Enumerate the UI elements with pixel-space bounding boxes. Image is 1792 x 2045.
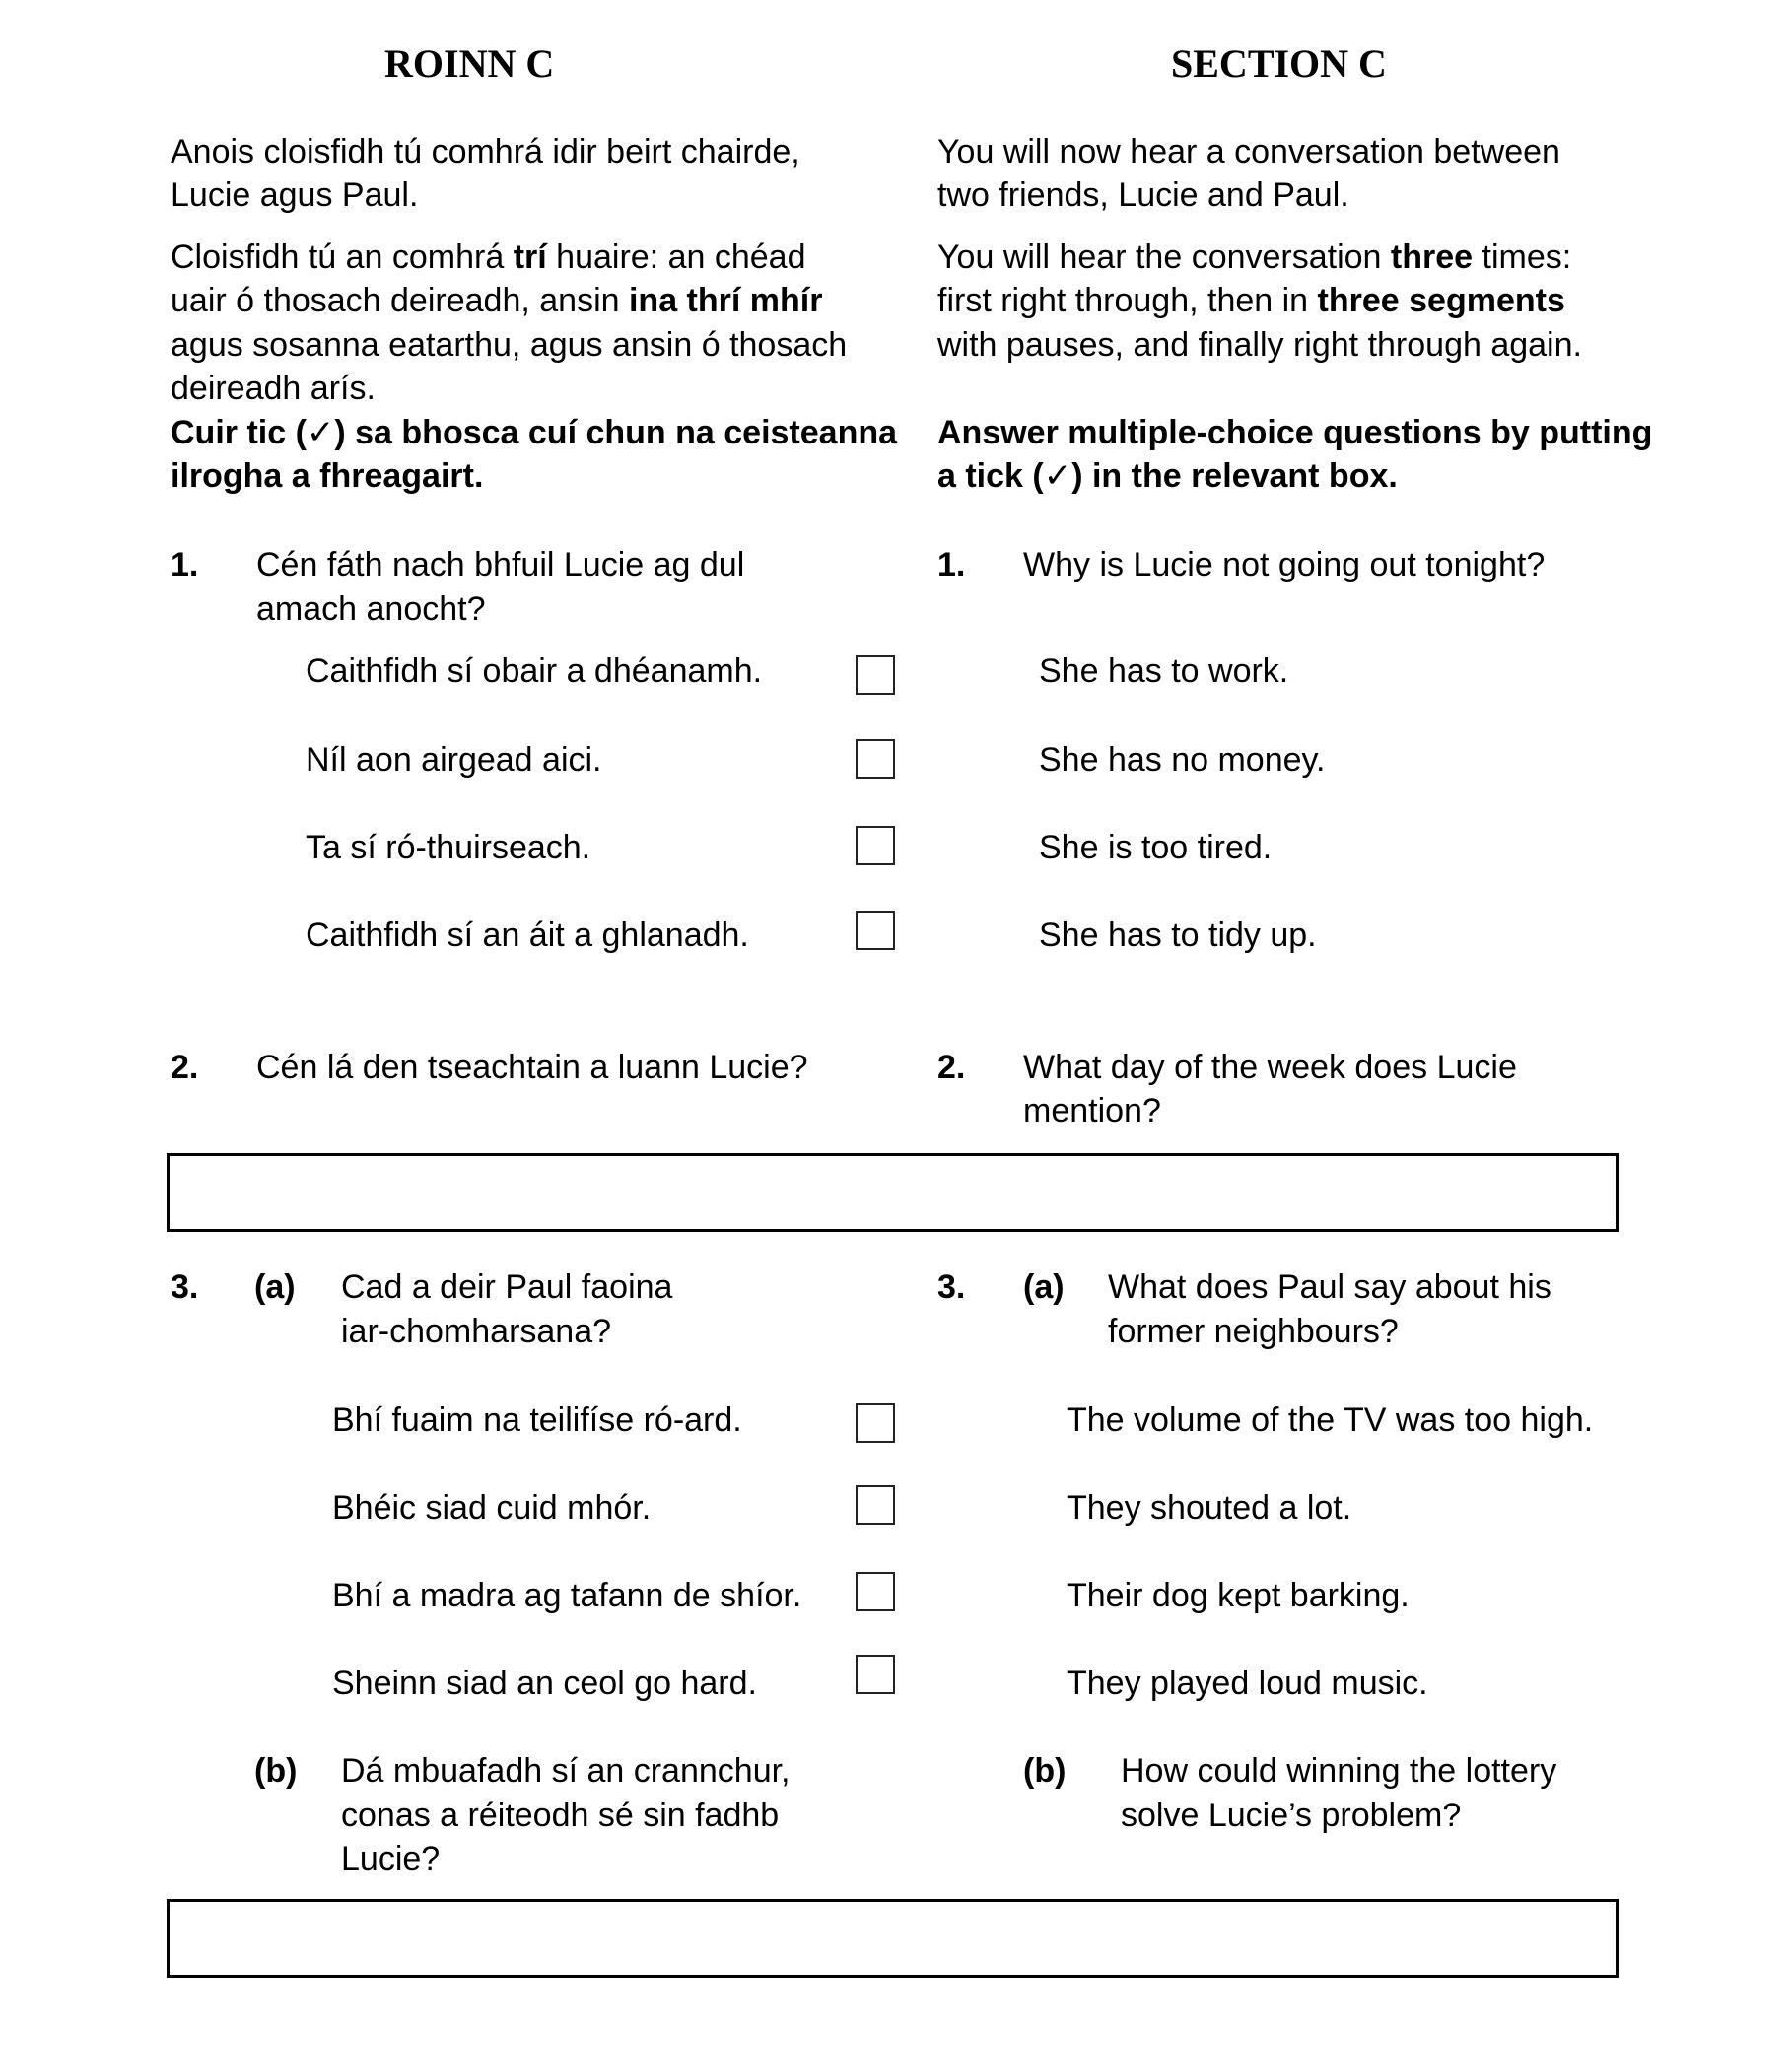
question-number: 2. [171, 1049, 199, 1086]
q2-english-question: mention? [1023, 1092, 1161, 1129]
q3b-english-question: solve Lucie’s problem? [1121, 1797, 1462, 1834]
intro-irish-line: Anois cloisfidh tú comhrá idir beirt chairde, [171, 133, 800, 170]
q3b-irish-question: Dá mbuafadh sí an crannchur, [341, 1752, 791, 1790]
q1-option-irish: Níl aon airgead aici. [306, 741, 602, 779]
intro-irish-line: Lucie agus Paul. [171, 176, 419, 214]
q3-tickbox[interactable] [856, 1403, 895, 1443]
q3-part-label: (a) [254, 1268, 296, 1306]
q1-option-irish: Caithfidh sí an áit a ghlanadh. [306, 917, 749, 954]
q3-tickbox[interactable] [856, 1655, 895, 1694]
q3-option-irish: Bhí fuaim na teilifíse ró-ard. [332, 1401, 742, 1439]
heading-english: SECTION C [1171, 41, 1387, 86]
q3a-english-question: former neighbours? [1108, 1313, 1399, 1350]
intro-english-line: two friends, Lucie and Paul. [937, 176, 1349, 214]
intro-irish-line: Cloisfidh tú an comhrá trí huaire: an chéad [171, 239, 806, 276]
q2-english-question: What day of the week does Lucie [1023, 1049, 1517, 1086]
question-number: 3. [171, 1268, 199, 1306]
q1-tickbox[interactable] [856, 655, 895, 695]
q1-tickbox[interactable] [856, 826, 895, 865]
intro-irish-line: uair ó thosach deireadh, ansin ina thrí mhír [171, 282, 823, 319]
question-number: 1. [171, 546, 199, 583]
intro-irish-line: deireadh arís. [171, 370, 376, 407]
q3b-answer-box[interactable] [167, 1899, 1619, 1978]
q1-option-irish: Ta sí ró-thuirseach. [306, 829, 591, 866]
q3-option-irish: Bhí a madra ag tafann de shíor. [332, 1577, 802, 1614]
q3-option-irish: Sheinn siad an ceol go hard. [332, 1665, 757, 1702]
q1-irish-question: amach anocht? [256, 590, 486, 628]
q3b-irish-question: Lucie? [341, 1840, 441, 1877]
question-number: 2. [937, 1049, 966, 1086]
question-number: 1. [937, 546, 966, 583]
q3-part-label: (b) [1023, 1752, 1067, 1790]
q3-tickbox[interactable] [856, 1485, 895, 1525]
q3b-english-question: How could winning the lottery [1121, 1752, 1557, 1790]
instruction-irish: Cuir tic (✓) sa bhosca cuí chun na ceisteanna [171, 414, 898, 451]
instruction-english: a tick (✓) in the relevant box. [937, 457, 1398, 495]
q3-part-label: (b) [254, 1752, 298, 1790]
q1-option-irish: Caithfidh sí obair a dhéanamh. [306, 652, 763, 690]
q3-option-english: They shouted a lot. [1067, 1489, 1352, 1527]
instruction-irish: ilrogha a fhreagairt. [171, 457, 484, 495]
intro-english-line: You will hear the conversation three times: [937, 239, 1572, 276]
q1-option-english: She has no money. [1039, 741, 1326, 779]
q1-tickbox[interactable] [856, 739, 895, 779]
q3-option-english: They played loud music. [1067, 1665, 1428, 1702]
q3b-irish-question: conas a réiteodh sé sin fadhb [341, 1797, 780, 1834]
q1-tickbox[interactable] [856, 911, 895, 950]
q3-option-irish: Bhéic siad cuid mhór. [332, 1489, 652, 1527]
q3a-irish-question: iar-chomharsana? [341, 1313, 612, 1350]
intro-english-line: with pauses, and finally right through again. [937, 326, 1582, 364]
q1-irish-question: Cén fáth nach bhfuil Lucie ag dul [256, 546, 745, 583]
instruction-english: Answer multiple-choice questions by putting [937, 414, 1653, 451]
q3-option-english: The volume of the TV was too high. [1067, 1401, 1594, 1439]
q2-answer-box[interactable] [167, 1153, 1619, 1232]
q3-part-label: (a) [1023, 1268, 1065, 1306]
q3a-english-question: What does Paul say about his [1108, 1268, 1551, 1306]
intro-english-line: You will now hear a conversation between [937, 133, 1560, 170]
heading-irish: ROINN C [384, 41, 555, 86]
q2-irish-question: Cén lá den tseachtain a luann Lucie? [256, 1049, 808, 1086]
q1-option-english: She has to tidy up. [1039, 917, 1317, 954]
question-number: 3. [937, 1268, 966, 1306]
intro-irish-line: agus sosanna eatarthu, agus ansin ó thosach [171, 326, 848, 364]
q1-english-question: Why is Lucie not going out tonight? [1023, 546, 1546, 583]
q3-option-english: Their dog kept barking. [1067, 1577, 1410, 1614]
q1-option-english: She is too tired. [1039, 829, 1273, 866]
q3-tickbox[interactable] [856, 1572, 895, 1611]
q1-option-english: She has to work. [1039, 652, 1289, 690]
q3a-irish-question: Cad a deir Paul faoina [341, 1268, 673, 1306]
intro-english-line: first right through, then in three segments [937, 282, 1565, 319]
